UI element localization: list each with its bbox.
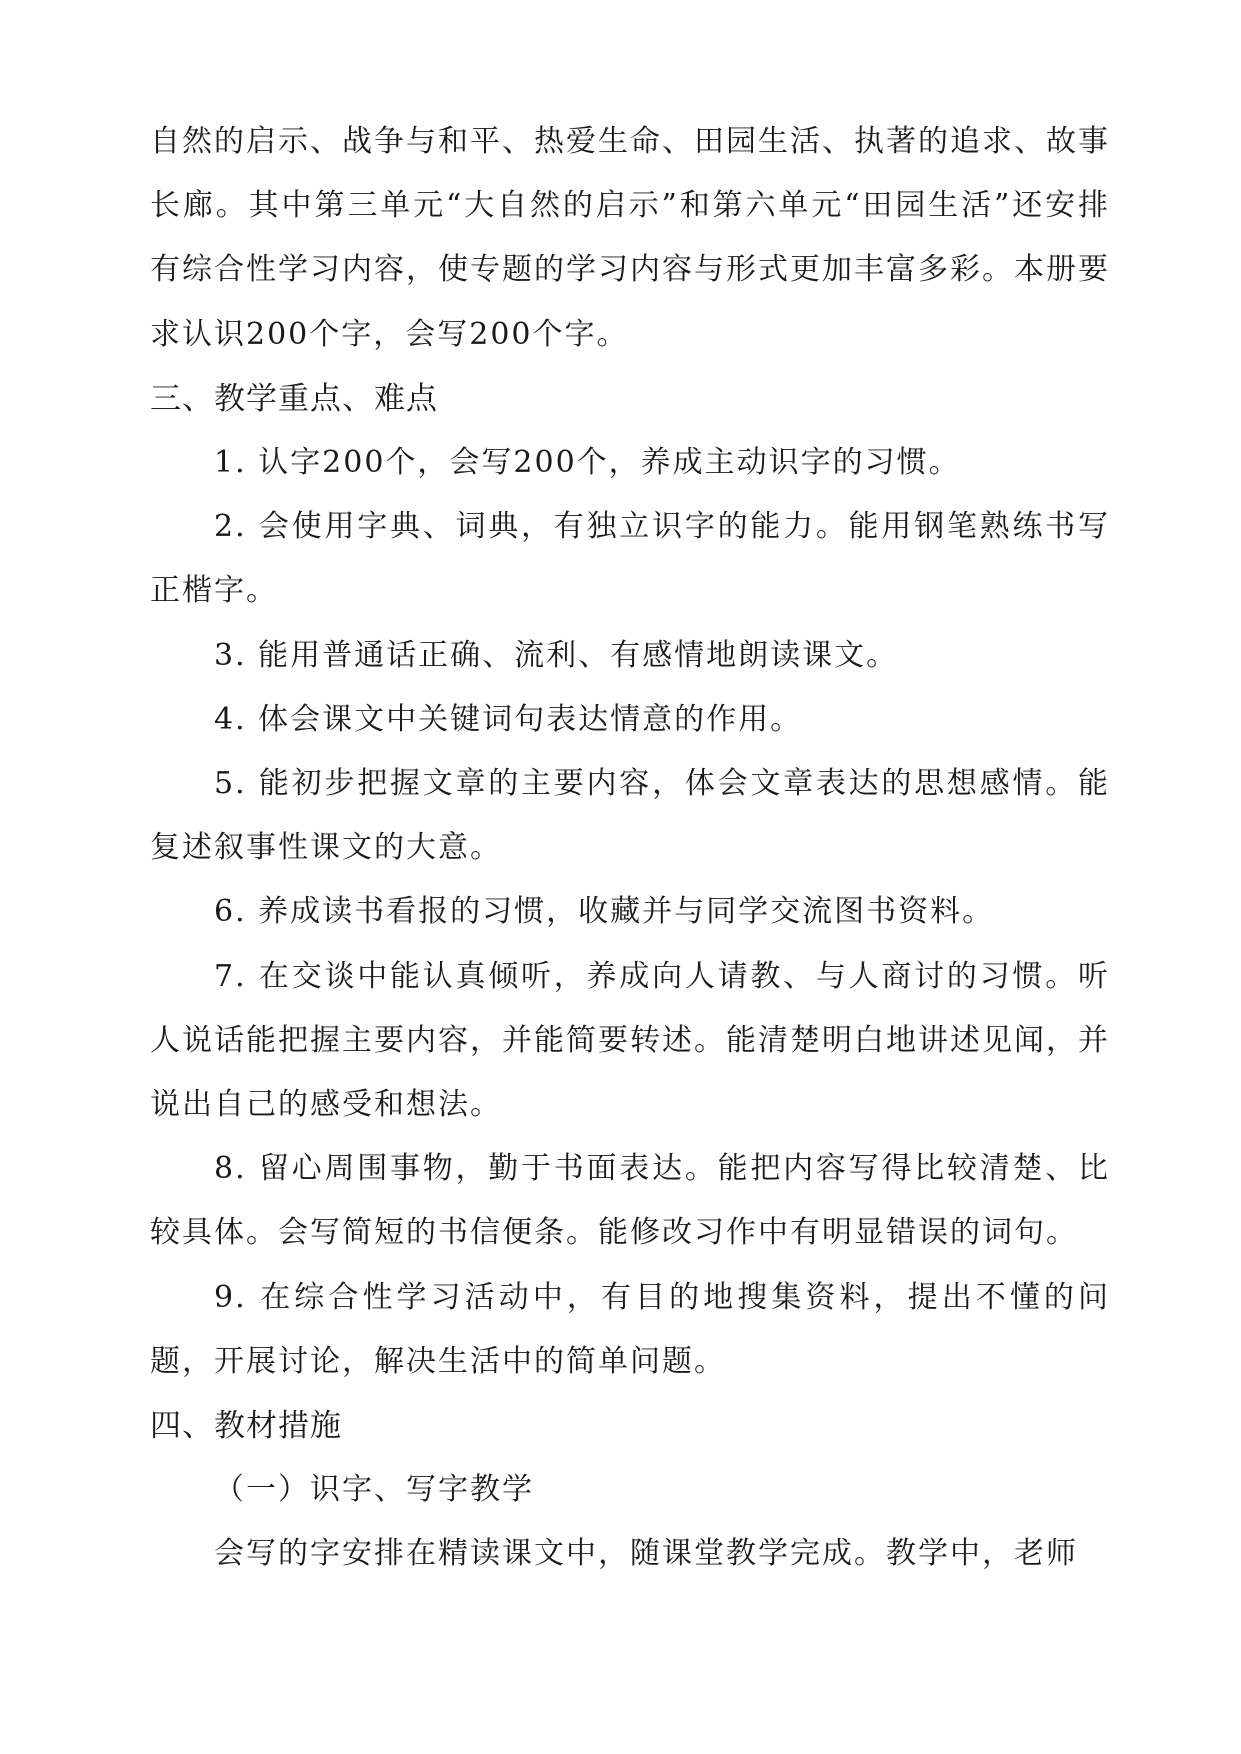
intro-continuation: 自然的启示、战争与和平、热爱生命、田园生活、执著的追求、故事长廊。其中第三单元“大自然的启示”和第六单元“田园生活”还安排有综合性学习内容，使专题的学习内容与形式更加丰富多彩。本册要求认识200个字，会写200个字。: [150, 124, 1110, 352]
key-point-item-1: 1. 认字200个，会写200个，养成主动识字的习惯。: [214, 445, 961, 481]
key-point-item-9: 9. 在综合性学习活动中，有目的地搜集资料，提出不懂的问题，开展讨论，解决生活中的简单问题。: [150, 1279, 1110, 1379]
section-heading-measures: 四、教材措施: [150, 1408, 342, 1445]
key-point-item-3: 3. 能用普通话正确、流利、有感情地朗读课文。: [214, 637, 899, 673]
key-point-item-7: 7. 在交谈中能认真倾听，养成向人请教、与人商讨的习惯。听人说话能把握主要内容，并能简要转述。能清楚明白地讲述见闻，并说出自己的感受和想法。: [150, 958, 1110, 1123]
key-point-item-5: 5. 能初步把握文章的主要内容，体会文章表达的思想感情。能复述叙事性课文的大意。: [150, 766, 1110, 866]
section-heading-key-points: 三、教学重点、难点: [150, 380, 438, 417]
key-point-item-6: 6. 养成读书看报的习惯，收藏并与同学交流图书资料。: [214, 894, 995, 930]
measures-paragraph: 会写的字安排在精读课文中，随课堂教学完成。教学中，老师: [214, 1536, 1078, 1572]
document-page: [150, 110, 1110, 1587]
key-point-item-4: 4. 体会课文中关键词句表达情意的作用。: [214, 701, 803, 737]
subsection-heading-literacy: （一）识字、写字教学: [214, 1472, 534, 1508]
key-point-item-8: 8. 留心周围事物，勤于书面表达。能把内容写得比较清楚、比较具体。会写简短的书信便条。能修改习作中有明显错误的词句。: [150, 1151, 1110, 1251]
key-point-item-2: 2. 会使用字典、词典，有独立识字的能力。能用钢笔熟练书写正楷字。: [150, 509, 1110, 609]
